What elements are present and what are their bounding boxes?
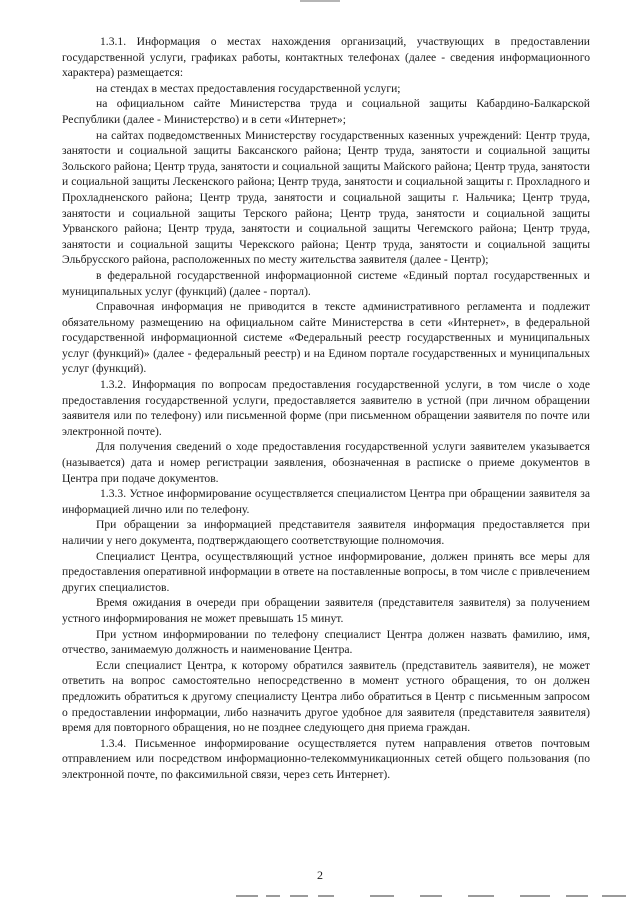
paragraph-ministry-site: на официальном сайте Министерства труда и социальной защиты Кабардино-Балкарской Республики (далее - Министерство) и в сети «Интернет»;	[62, 97, 590, 126]
paragraph-1-3-2: 1.3.2. Информация по вопросам предоставления государственной услуги, в том числе о ходе предоставления государственной услуги, предоставляется заявителю в устной (при личном обращении заявителя или по телефону) или письменной форме (при письменном обращении заявителя по почте или электронной почте).	[62, 378, 590, 438]
page-number: 2	[317, 868, 323, 882]
scan-artifact-bottom-5	[370, 895, 394, 897]
scan-artifact-bottom-4	[318, 895, 334, 897]
scan-artifact-bottom-8	[520, 895, 550, 897]
paragraph-1-3-1: 1.3.1. Информация о местах нахождения организаций, участвующих в предоставлении государственной услуги, графиках работы, контактных телефонах (далее - сведения информационного характера) размещается:	[62, 35, 590, 80]
paragraph-waiting-time: Время ожидания в очереди при обращении заявителя (представителя заявителя) за получением устного информирования не может превышать 15 минут.	[62, 596, 590, 625]
paragraph-reference-info: Справочная информация не приводится в тексте административного регламента и подлежит обязательному размещению на официальном сайте Министерства в сети «Интернет», в федеральной государственной информационной системе «Федеральный реестр государственных и муниципальных услуг (функций)» (далее - федеральный реестр) и на Едином портале государственных и муниципальных услуг (функций).	[62, 300, 590, 376]
paragraph-representative: При обращении за информацией представителя заявителя информация предоставляется при наличии у него документа, подтверждающего соответствующие полномочия.	[62, 518, 590, 547]
paragraph-specialist-measures: Специалист Центра, осуществляющий устное информирование, должен принять все меры для предоставления оперативной информации в ответе на поставленные вопросы, в том числе с привлечением других специалистов.	[62, 549, 590, 594]
scan-artifact-bottom-1	[236, 895, 258, 897]
scan-artifact-bottom-10	[602, 895, 626, 897]
document-body	[62, 34, 590, 783]
scan-artifact-bottom-9	[566, 895, 588, 897]
scan-artifact-bottom-7	[468, 895, 494, 897]
scan-artifact-bottom-2	[266, 895, 280, 897]
paragraph-1-3-4: 1.3.4. Письменное информирование осуществляется путем направления ответов почтовым отправлением или посредством информационно-телекоммуникационных сетей общего пользования (по электронной почте, по факсимильной связи, через сеть Интернет).	[62, 736, 590, 781]
paragraph-1-3-3: 1.3.3. Устное информирование осуществляется специалистом Центра при обращении заявителя за информацией лично или по телефону.	[62, 487, 590, 516]
paragraph-stands: на стендах в местах предоставления государственной услуги;	[96, 81, 401, 95]
scan-artifact-bottom-6	[420, 895, 442, 897]
paragraph-centers-sites: на сайтах подведомственных Министерству государственных казенных учреждений: Центр труда, занятости и социальной защиты Баксанского района; Центр труда, занятости и социальной защиты Зольского района; Центр труда, занятости и социальной защиты Майского района; Центр труда, занятости и социальной защиты Лескенского района; Центр труда, занятости и социальной защиты г. Прохладного и Прохладненского района; Центр труда, занятости и социальной защиты г. Нальчика; Центр труда, занятости и социальной защиты Терского района; Центр труда, занятости и социальной защиты Урванского района; Центр труда, занятости и социальной защиты Чегемского района; Центр труда, занятости и социальной защиты Черекского района; Центр труда, занятости и социальной защиты Эльбрусского района, расположенных по месту жительства заявителя (далее - Центр);	[62, 128, 590, 267]
paragraph-redirect: Если специалист Центра, к которому обратился заявитель (представитель заявителя), не может ответить на вопрос самостоятельно непосредственно в момент устного обращения, то он должен предложить обратиться к другому специалисту Центра либо обратиться в Центр с письменным запросом о предоставлении информации, либо назначить другое удобное для заявителя (представителя заявителя) время для повторного обращения, но не позднее следующего дня приема граждан.	[62, 658, 590, 735]
scan-artifact-top	[300, 0, 340, 2]
paragraph-progress-info: Для получения сведений о ходе предоставления государственной услуги заявителем указывается (называется) дата и номер регистрации заявления, обозначенная в расписке о приеме документов в Центра при подаче документов.	[62, 440, 590, 485]
paragraph-federal-portal: в федеральной государственной информационной системе «Единый портал государственных и муниципальных услуг (функций) (далее - портал).	[62, 268, 590, 298]
scan-artifact-bottom-3	[290, 895, 308, 897]
paragraph-phone-info: При устном информировании по телефону специалист Центра должен назвать фамилию, имя, отчество, занимаемую должность и наименование Центра.	[62, 627, 590, 657]
